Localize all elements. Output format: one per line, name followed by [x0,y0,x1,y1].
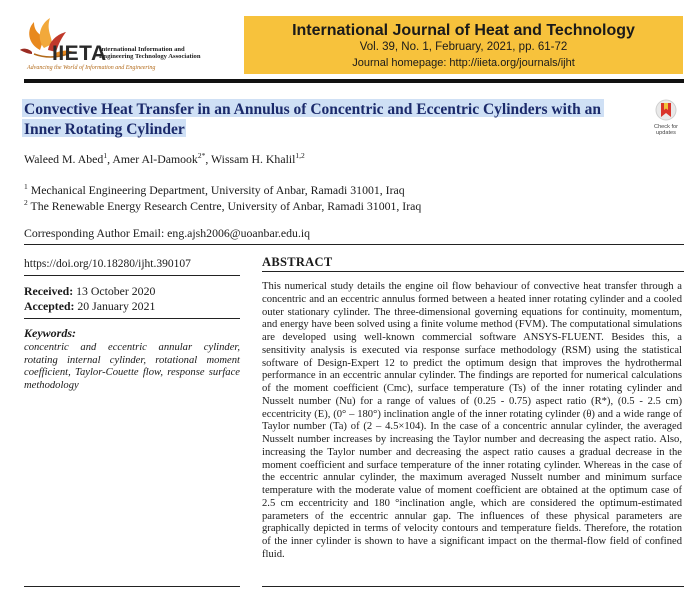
corresponding-author-email[interactable]: Corresponding Author Email: eng.ajsh2006@uoanbar.edu.iq [24,226,311,240]
accepted-date [24,299,155,314]
logo-wordmark: IIETA [52,42,107,65]
author-affiliation-mark: 2* [197,151,206,160]
paper-title-line-1: Convective Heat Transfer in an Annulus of Concentric and Eccentric Cylinders with an [24,101,601,118]
affiliation [24,182,405,198]
author-list [24,151,305,167]
author-name: Wissam H. Khalil [211,151,296,166]
accepted-value: 20 January 2021 [77,299,156,313]
check-label-line-1: Check for [654,124,678,130]
affiliation-number: 1 [24,182,28,191]
author-affiliation-mark: 1 [103,151,108,160]
logo-tagline: Advancing the World of Information and Engineering [27,65,156,71]
left-column-bottom-rule [24,586,240,587]
affiliation-text: Mechanical Engineering Department, University of Anbar, Ramadi 31001, Iraq [30,182,405,197]
dates-divider [24,318,240,319]
abstract-heading: ABSTRACT [262,255,333,269]
bookmark-icon [648,98,684,124]
journal-issue: Vol. 39, No. 1, February, 2021, pp. 61-72 [359,41,568,53]
section-divider [24,244,684,245]
check-label-line-2: updates [656,130,676,137]
received-date [24,284,155,299]
author-separator: , [107,151,113,166]
keywords-heading: Keywords: [24,326,76,340]
journal-homepage-link[interactable]: Journal homepage: http://iieta.org/journals/ijht [352,57,575,69]
author-affiliation-mark: 1,2 [295,151,305,160]
author-separator: , [205,151,212,166]
doi-link[interactable]: https://doi.org/10.18280/ijht.390107 [24,258,191,270]
affiliation-text: The Renewable Energy Research Centre, University of Anbar, Ramadi 31001, Iraq [30,198,422,213]
association-line-2: Engineering Technology Association [99,53,201,61]
check-for-updates-label [646,124,686,137]
doi-divider [24,275,240,276]
association-name [99,46,239,61]
journal-banner [244,16,683,74]
journal-title: International Journal of Heat and Technology [292,22,635,39]
affiliation [24,198,421,214]
affiliation-number: 2 [24,198,28,207]
abstract-heading-rule [262,271,684,272]
received-value: 13 October 2020 [76,284,156,298]
keywords-list: concentric and eccentric annular cylinder, rotating internal cylinder, rotational moment coefficient, Taylor-Couette flow, response surface methodology [24,342,240,391]
accepted-label: Accepted: [24,299,75,313]
author-name: Amer Al-Damook [112,151,198,166]
abstract-bottom-rule [262,586,684,587]
abstract-body: This numerical study details the engine oil flow behaviour of convective heat transfer through a concentric and an eccentric annulus formed between a heated inner rotating cylinder and a cooled outer stationary cylinder. The three-dimensional governing equations for continuity, momentum, and energy have been solved using a finite volume method (FVM). The computational simulations are developed using well-known commercial software ANSYS-FLUENT. Besides this, a sensitivity analysis is executed via response surface methodology (RSM) using the statistical software of Design-Expert 12 to predict the optimum design that improves the hydrothermal performance in an eccentric annular cylinder. The findings are reported for numerical calculations of the moment coefficient (Cmc), surface temperature (Ts) of the inner rotating cylinder and Nusselt number (Nu) for a range of values of (0.25 - 0.75) aspect ratio (R*), (0.5 - 2.5 cm) eccentricity (E), (0° – 180°) inclination angle of the inner rotating cylinder (θ) and a wide range of Taylor number (Ta) of (2 – 4.5×104). In the case of a concentric annular cylinder, the averaged Nusselt number increases by increasing the Taylor number and decreasing the aspect ratio. Also, increasing the Taylor number and decreasing the aspect ratio causes a gradual decrease in the moment coefficient and surface temperature of the inner rotating cylinder. Whereas in the case of the eccentric annular cylinder, the maximum averaged Nusselt number and minimum surface temperature with the moderate value of moment coefficient are obtained at the optimum case of 2.5 cm eccentricity and 180 °inclination angle, which are considered the optimum-estimated parameters of the eccentric annular gap. The influences of these physical parameters are graphically depicted in terms of velocity contours and temperature fields. Therefore, the rotation of the inner cylinder is shown to have a significant impact on the thermal-flow field of confined fluid. [262,281,682,560]
association-line-1: International Information and [99,46,185,53]
author-name: Waleed M. Abed [24,151,104,166]
received-label: Received: [24,284,74,298]
paper-title-line-2: Inner Rotating Cylinder [24,121,185,138]
header-divider [24,79,684,83]
paper-title[interactable] [24,100,624,140]
